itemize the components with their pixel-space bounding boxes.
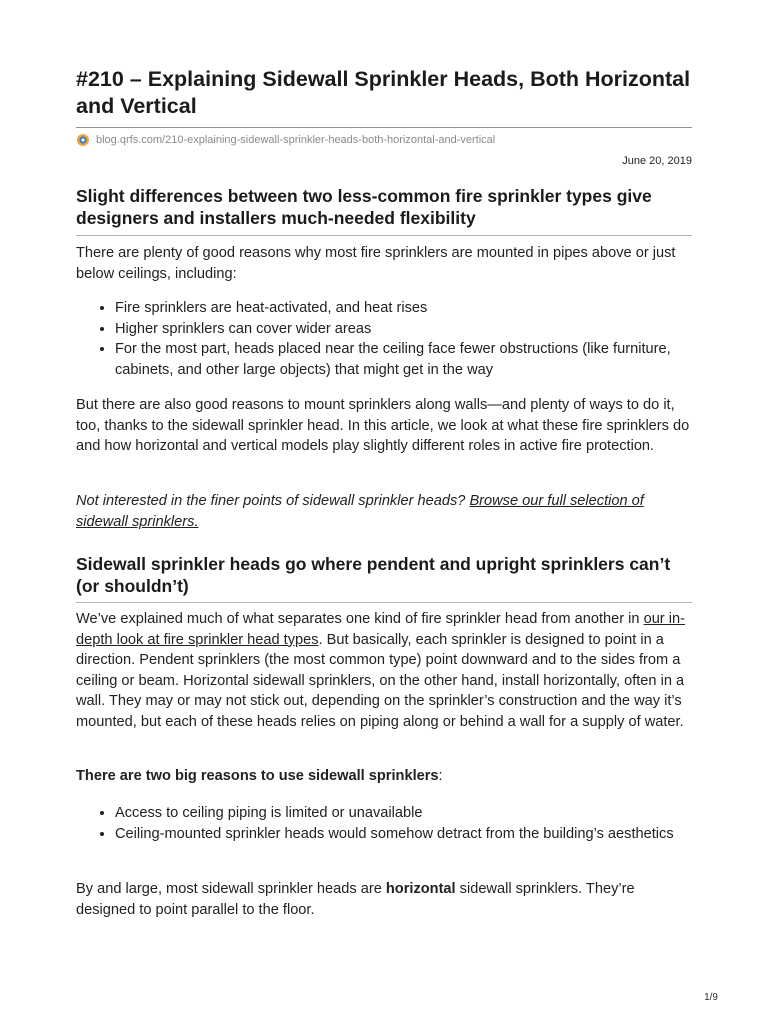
article-title: #210 – Explaining Sidewall Sprinkler Heads, Both Horizontal and Vertical	[76, 67, 691, 118]
paragraph-text: . But basically, each sprinkler is designed to point in a direction. Pendent sprinklers (the most common type) point downward and to the sides from a ceiling or beam. Horizontal sidewall sprinklers, on the other hand, install horizontally, often in a wall. They may or may not stick out, depending on the sprinkler’s construction and the way it’s mounted, but each of these heads relies on piping along or behind a wall for a supply of water.	[76, 631, 685, 730]
section-heading-1: Slight differences between two less-common fire sprinkler types give designers and installers much-needed flexibility	[76, 186, 652, 228]
title-divider	[76, 127, 692, 128]
source-path[interactable]: /210-explaining-sidewall-sprinkler-heads-both-horizontal-and-vertical	[162, 134, 496, 146]
reasons-colon: :	[438, 768, 443, 784]
list-item: • Ceiling-mounted sprinkler heads would somehow detract from the building’s aesthetics	[115, 824, 692, 845]
publish-date: June 20, 2019	[622, 155, 692, 167]
list-item: • Fire sprinklers are heat-activated, and heat rises	[115, 298, 692, 319]
reasons-heading	[76, 766, 692, 787]
source-domain[interactable]: blog.qrfs.com	[96, 134, 163, 146]
paragraph-text: We’ve explained much of what separates one kind of fire sprinkler head from another in	[76, 611, 644, 627]
browse-note-text: Not interested in the finer points of sidewall sprinkler heads?	[76, 493, 470, 509]
page-number: 1/9	[704, 992, 718, 1003]
list-item: • Higher sprinklers can cover wider areas	[115, 319, 692, 340]
browse-note	[76, 491, 692, 532]
list-item: • Access to ceiling piping is limited or unavailable	[115, 803, 692, 824]
sidewall-intro-paragraph: But there are also good reasons to mount sprinklers along walls—and plenty of ways to do it, too, thanks to the sidewall sprinkler head. In this article, we look at what these fire sprinklers do and how horizontal and vertical models play slightly different roles in active fire protection.	[76, 397, 690, 455]
source-url[interactable]	[76, 133, 495, 147]
section-heading-2: Sidewall sprinkler heads go where pendent and upright sprinklers can’t (or shouldn’t)	[76, 554, 671, 596]
ceiling-reasons-list	[76, 298, 692, 380]
list-item: • For the most part, heads placed near the ceiling face fewer obstructions (like furniture, cabinets, and other large objects) that might get in the way	[115, 339, 692, 380]
browse-sidewall-link[interactable]: Browse our full selection of sidewall sprinklers.	[76, 493, 644, 530]
sidewall-reasons-list	[76, 803, 692, 844]
qrfs-favicon-icon	[76, 133, 90, 147]
paragraph-text: sidewall sprinklers. They’re designed to point parallel to the floor.	[76, 881, 635, 918]
head-types-link[interactable]: our in-depth look at fire sprinkler head types	[76, 611, 685, 648]
section-divider-1	[76, 235, 692, 236]
intro-paragraph: There are plenty of good reasons why most fire sprinklers are mounted in pipes above or just below ceilings, including:	[76, 245, 676, 282]
head-types-paragraph	[76, 609, 692, 733]
section-divider-2	[76, 602, 692, 603]
horizontal-bold: horizontal	[385, 881, 456, 897]
paragraph-text: By and large, most sidewall sprinkler heads are	[76, 881, 386, 897]
reasons-bold: There are two big reasons to use sidewall sprinklers	[76, 768, 439, 784]
horizontal-paragraph	[76, 879, 692, 920]
